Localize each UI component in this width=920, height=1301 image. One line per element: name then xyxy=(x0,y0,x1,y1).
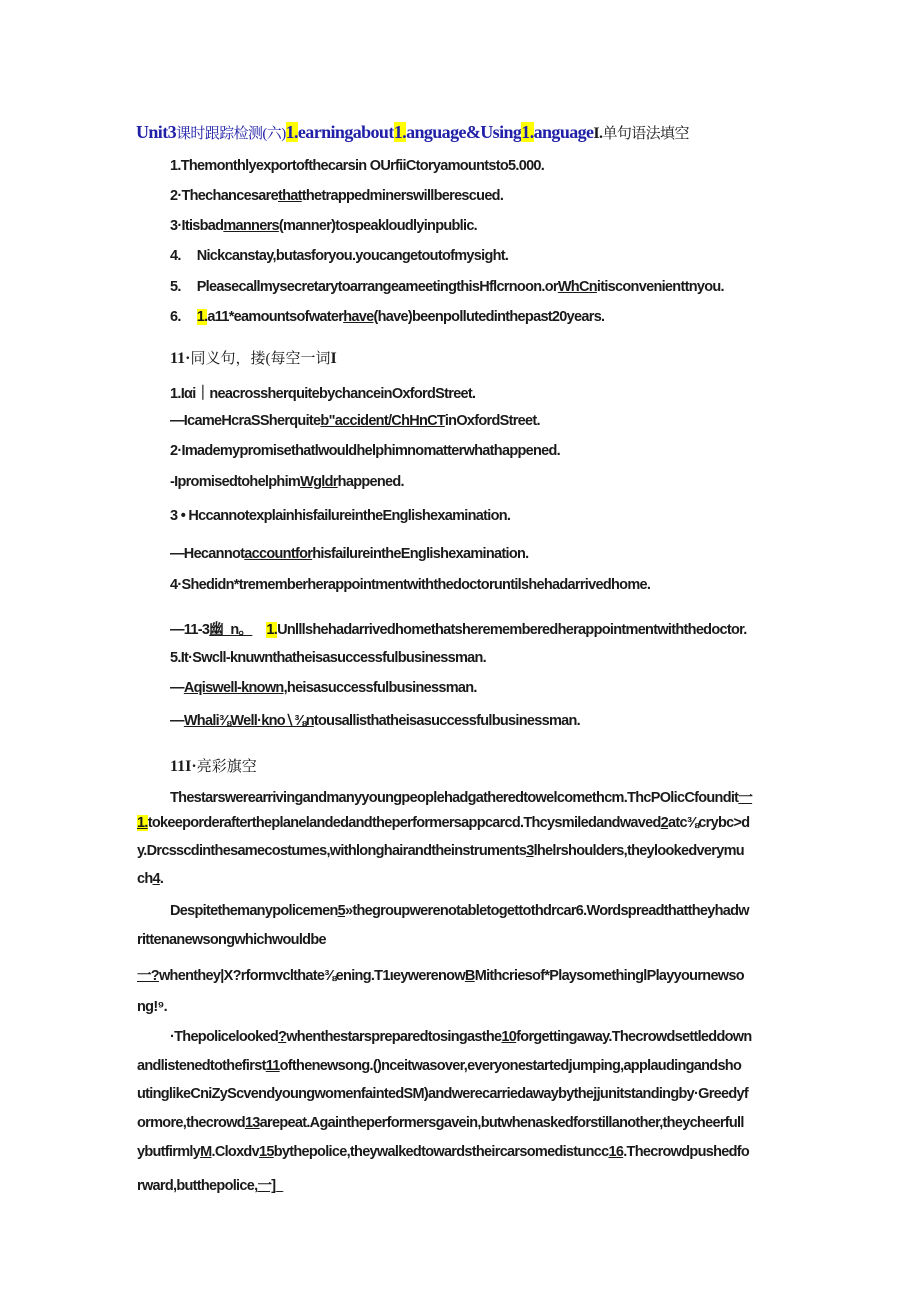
passage-line: y.Drcsscdinthesamecostumes,withlonghairandtheinstruments3lhelrshoulders,theylookedverymu xyxy=(137,843,744,859)
page-title: Unit3课时跟踪检测(六)1.earningabout1.anguage&Using1.anguageI.单句语法填空 xyxy=(136,122,689,142)
rewrite-answer-4: —11-3幽_n。 1.Unlllshehadarrivedhomethatsherememberedherappointmentwiththedoctor. xyxy=(170,622,747,638)
highlight-mark: 1. xyxy=(285,122,298,142)
passage-line: ·Thepolicelooked?whenthestarspreparedtosingasthe10forgettingaway.Thecrowdsettleddown xyxy=(170,1029,752,1045)
passage-line: ybutfirmlyM.Cloxdv15bythepolice,theywalkedtowardstheircarsomedistuncc16.Thecrowdpushedfo xyxy=(137,1144,750,1160)
answer-blank: 幽_n。 xyxy=(209,622,253,638)
answer-blank: M xyxy=(200,1144,212,1160)
answer-blank: 2 xyxy=(660,815,669,831)
answer-blank: manners xyxy=(223,218,279,234)
answer-blank: 一 xyxy=(738,790,753,806)
answer-blank: 一]_ xyxy=(257,1178,283,1194)
highlight-mark: 1. xyxy=(266,622,278,638)
answer-blank: ? xyxy=(278,1029,287,1045)
answer-blank: 5 xyxy=(337,903,345,919)
answer-blank: accountfor xyxy=(244,546,313,562)
passage-line: ormore,thecrowd13arepeat.Againtheperformersgavein,butwhenaskedforstillanother,theycheerfull xyxy=(137,1115,744,1131)
answer-blank: Wgldr xyxy=(300,474,338,490)
exercise-line-2: 2·Thechancesarethatthetrappedminerswillberescued. xyxy=(170,188,504,204)
exercise-line-6: 6. 1.a11*eamountsofwaterhave(have)beenpollutedinthepast20years. xyxy=(170,309,605,325)
passage-line: rittenanewsongwhichwouldbe xyxy=(137,932,326,948)
highlight-mark: 1. xyxy=(393,122,407,142)
section-heading-1: I.单句语法填空 xyxy=(593,125,689,142)
passage-line: andlistenedtothefirst11ofthenewsong.()nceitwasover,everyonestartedjumping,applaudingandsho xyxy=(137,1058,742,1074)
highlight-mark: 1. xyxy=(137,815,148,831)
rewrite-answer-5b: —Whali⅜Well·kno∖⅜ntousallisthatheisasuccessfulbusinessman. xyxy=(170,713,581,729)
section-heading-3: 11I·亮彩旗空 xyxy=(170,758,257,775)
answer-blank: b"accident/ChHnCT xyxy=(320,413,445,429)
passage-line: 1.tokeeporderaftertheplanelandedandtheperformersappcarcd.Thcysmiledandwaved2atc⅜crybc>d xyxy=(137,815,750,831)
rewrite-answer-5a: —Aqiswell-known,heisasuccessfulbusinessman. xyxy=(170,680,477,696)
answer-blank: 11 xyxy=(265,1058,280,1074)
highlight-mark: 1. xyxy=(521,122,534,142)
rewrite-answer-2: -IpromisedtohelphimWgldrhappened. xyxy=(170,474,404,490)
answer-blank: 13 xyxy=(244,1115,260,1131)
answer-blank: 4 xyxy=(152,871,160,887)
answer-blank: Whali⅜Well·kno∖⅜n xyxy=(183,713,314,729)
answer-blank: 15 xyxy=(258,1144,274,1160)
answer-blank: that xyxy=(277,188,302,204)
passage-line: ng!⁹. xyxy=(137,999,167,1015)
exercise-line-3: 3·Itisbadmanners(manner)tospeakloudlyinpublic. xyxy=(170,218,478,234)
rewrite-original-3: 3 • HccannotexplainhisfailureintheEnglishexamination. xyxy=(170,508,511,524)
rewrite-original-1: 1.Iαi｜neacrossherquitebychanceinOxfordStreet. xyxy=(170,386,476,402)
section-heading-2: 11·同义句，搂(每空一词I xyxy=(170,350,337,367)
passage-line: Despitethemanypolicemen5»thegroupwerenotabletogettothdrcar6.Wordspreadthattheyhadw xyxy=(170,903,749,919)
rewrite-answer-1: —IcameHcraSSherquiteb"accident/ChHnCTinOxfordStreet. xyxy=(170,413,540,429)
answer-blank: 16 xyxy=(608,1144,624,1160)
rewrite-original-2: 2·Imademypromisethatlwouldhelphimnomatterwhathappened. xyxy=(170,443,561,459)
rewrite-answer-3: —HecannotaccountforhisfailureintheEnglishexamination. xyxy=(170,546,529,562)
passage-line: utinglikeCniZyScvendyoungwomenfaintedSM)andwerecarriedawaybythejjunitstandingby·Greedyf xyxy=(137,1086,749,1102)
exercise-line-4: 4. Nickcanstay,butasforyou.youcangetoutofmysight. xyxy=(170,248,509,264)
passage-line: rward,butthepolice,一]_ xyxy=(137,1178,283,1194)
answer-blank: 10 xyxy=(501,1029,517,1045)
exercise-line-1: 1.Themonthlyexportofthecarsin OUrfiiCtoryamountsto5.000. xyxy=(170,158,545,174)
highlight-mark: 1. xyxy=(196,309,208,325)
answer-blank: B xyxy=(464,968,475,984)
passage-line: Thestarswerearrivingandmanyyoungpeoplehadgatheredtowelcomethcm.ThcPOlicCfoundit一 xyxy=(170,790,753,806)
answer-blank: WhCn xyxy=(557,279,597,295)
answer-blank: Aqiswell-known, xyxy=(183,680,287,696)
answer-blank: 3 xyxy=(526,843,534,859)
answer-blank: 一? xyxy=(137,968,159,984)
answer-blank: have xyxy=(343,309,374,325)
rewrite-original-5: 5.It·Swcll-knuwnthatheisasuccessfulbusinessman. xyxy=(170,650,487,666)
rewrite-original-4: 4·Shedidn*trememberherappointmentwiththedoctoruntilshehadarrivedhome. xyxy=(170,577,651,593)
passage-line: ch4. xyxy=(137,871,164,887)
exercise-line-5: 5. PleasecallmysecretarytoarrangeameetingthisHflcrnoon.orWhCnitisconvenienttnyou. xyxy=(170,279,724,295)
passage-line: 一?whenthey|X?rformvclthate⅜ening.T1ιeywerenowBMithcriesof*PlaysomethinglPlayyournewso xyxy=(137,968,744,984)
